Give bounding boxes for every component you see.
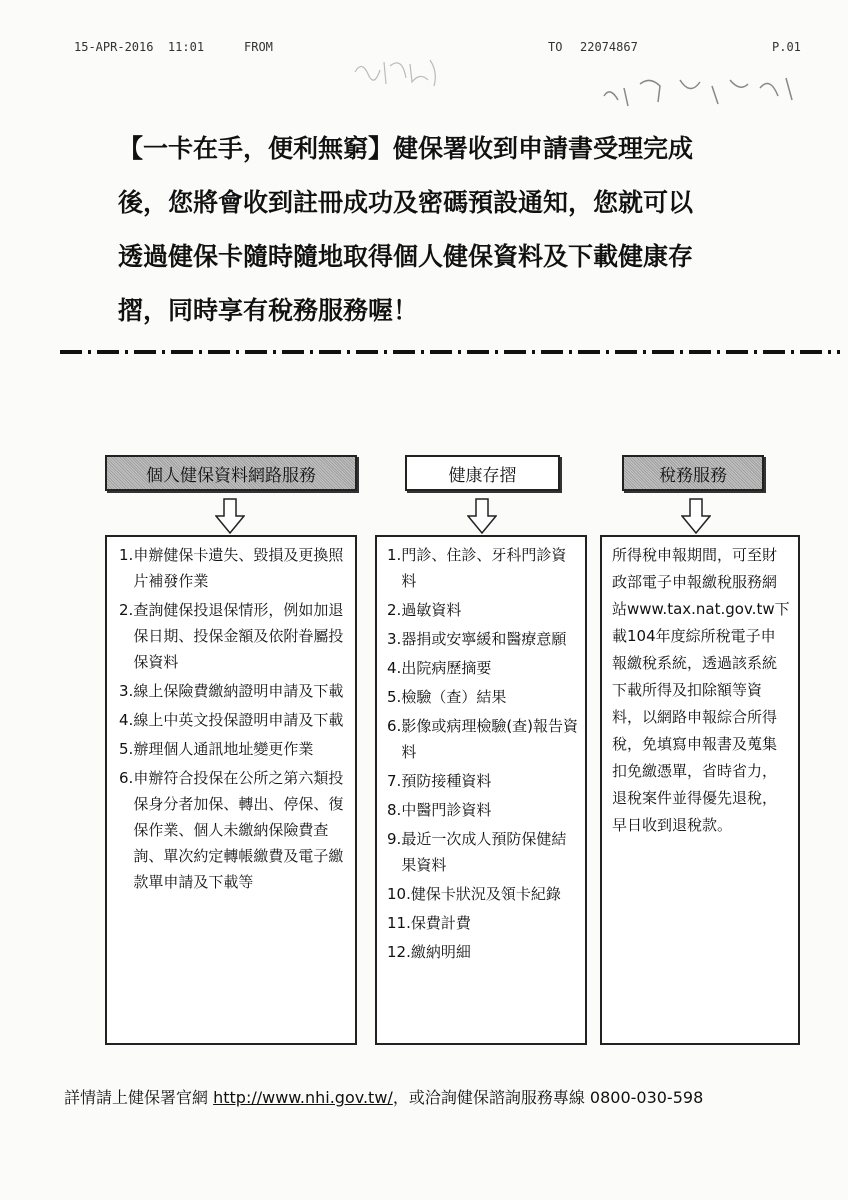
intro-paragraph bbox=[118, 122, 768, 338]
list-item: 9. 最近一次成人預防保健結果資料 bbox=[387, 830, 567, 874]
handwritten-mark bbox=[600, 66, 800, 114]
intro-line: 【一卡在手，便利無窮】健保署收到申請書受理完成 bbox=[118, 134, 694, 163]
list-item: 4. 出院病歷摘要 bbox=[387, 659, 492, 677]
handwritten-mark bbox=[350, 52, 445, 90]
health-passbook-list bbox=[377, 537, 585, 965]
tax-service-text: 所得稅申報期間，可至財政部電子申報繳稅服務網站www.tax.nat.gov.tw下載104年度綜所稅電子申報繳稅系統，透過該系統下載所得及扣除額等資料，以網路申報綜合所得稅，免填寫申報書及蒐集扣免繳憑單，省時省力，退稅案件並得優先退稅，早日收到退稅款。 bbox=[612, 546, 790, 834]
list-item: 12. 繳納明細 bbox=[387, 943, 471, 961]
list-item: 6. 影像或病理檢驗(查)報告資料 bbox=[387, 717, 579, 761]
list-item: 7. 預防接種資料 bbox=[387, 772, 492, 790]
down-arrow-icon bbox=[681, 498, 711, 534]
list-item: 2. 過敏資料 bbox=[387, 601, 462, 619]
column-header-tax-service: 稅務服務 bbox=[622, 455, 764, 491]
nhi-website-link[interactable]: http://www.nhi.gov.tw/ bbox=[213, 1088, 393, 1107]
list-item: 10. 健保卡狀況及領卡紀錄 bbox=[387, 885, 561, 903]
list-item: 3. 線上保險費繳納證明申請及下載 bbox=[119, 682, 344, 700]
list-item: 4. 線上中英文投保證明申請及下載 bbox=[119, 711, 344, 729]
down-arrow-icon bbox=[467, 498, 497, 534]
intro-line: 透過健保卡隨時隨地取得個人健保資料及下載健康存 bbox=[118, 242, 694, 271]
list-item: 5. 檢驗（查）結果 bbox=[387, 688, 507, 706]
fax-to-label: TO bbox=[548, 40, 563, 54]
intro-line: 後，您將會收到註冊成功及密碼預設通知，您就可以 bbox=[118, 188, 694, 217]
fax-datetime: 15-APR-2016 11:01 bbox=[74, 40, 205, 54]
personal-nhi-services-list bbox=[107, 537, 355, 895]
personal-nhi-services-box bbox=[105, 535, 357, 1045]
list-item: 6. 申辦符合投保在公所之第六類投保身分者加保、轉出、停保、復保作業、個人未繳納保險費查詢、單次約定轉帳繳費及電子繳款單申請及下載等 bbox=[119, 769, 344, 891]
column-header-personal-nhi: 個人健保資料網路服務 bbox=[105, 455, 357, 491]
list-item: 5. 辦理個人通訊地址變更作業 bbox=[119, 740, 314, 758]
column-header-health-passbook: 健康存摺 bbox=[405, 455, 560, 491]
down-arrow-icon bbox=[215, 498, 245, 534]
list-item: 11. 保費計費 bbox=[387, 914, 471, 932]
footer-suffix: ，或洽詢健保諮詢服務專線 0800-030-598 bbox=[392, 1088, 704, 1107]
intro-line: 摺，同時享有稅務服務喔！ bbox=[118, 296, 419, 325]
list-item: 3. 器捐或安寧緩和醫療意願 bbox=[387, 630, 567, 648]
list-item: 2. 查詢健保投退保情形，例如加退保日期、投保金額及依附眷屬投保資料 bbox=[119, 601, 344, 671]
fax-page-number: P.01 bbox=[772, 40, 801, 54]
footer-prefix: 詳情請上健保署官網 bbox=[64, 1088, 214, 1107]
fax-to-number: 22074867 bbox=[580, 40, 638, 54]
list-item: 8. 中醫門診資料 bbox=[387, 801, 492, 819]
footer-contact-line bbox=[64, 1085, 824, 1108]
list-item: 1. 門診、住診、牙科門診資料 bbox=[387, 546, 567, 590]
cut-line-divider bbox=[60, 345, 840, 359]
tax-service-box bbox=[600, 535, 800, 1045]
health-passbook-box bbox=[375, 535, 587, 1045]
list-item: 1. 申辦健保卡遺失、毀損及更換照片補發作業 bbox=[119, 546, 344, 590]
fax-from-label: FROM bbox=[244, 40, 273, 54]
